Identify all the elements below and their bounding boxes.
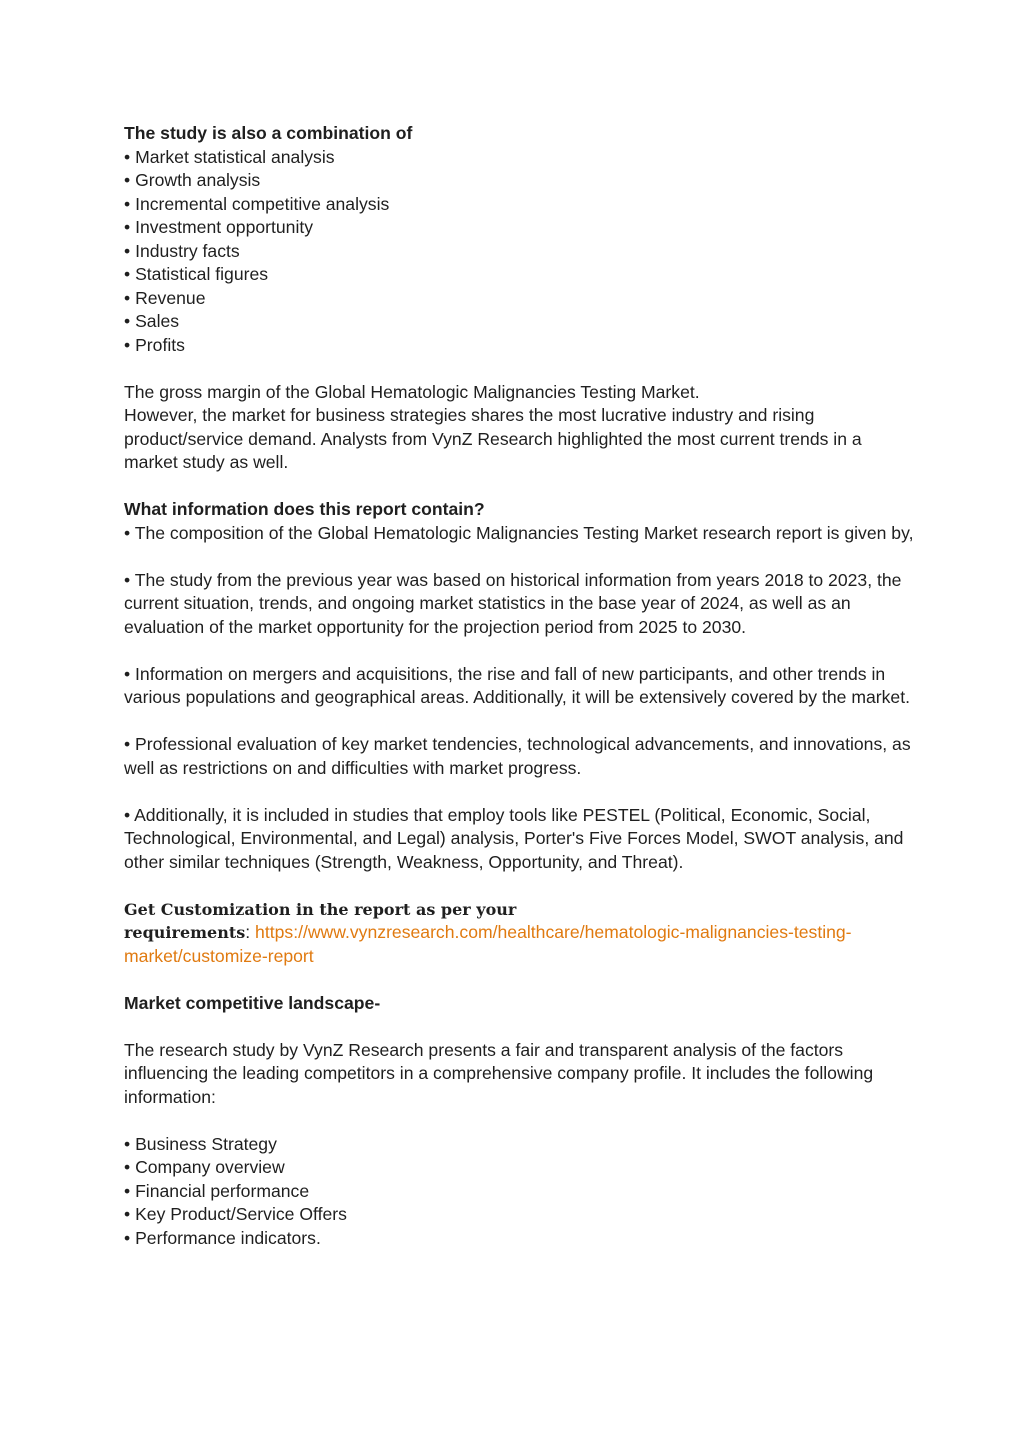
list-item: • Profits [124, 334, 914, 358]
gross-margin-paragraph: However, the market for business strategies shares the most lucrative industry and rising product/service demand. Analysts from VynZ Research highlighted the most current trends in a market study as well. [124, 405, 862, 472]
link-text: https://www.vynzresearch.com/healthcare/hematologic-malignancies-testing- [255, 922, 852, 942]
list-item: • Market statistical analysis [124, 146, 914, 170]
customization-block [124, 898, 914, 969]
list-item: • Business Strategy [124, 1133, 914, 1157]
report-contents-paragraph: • Professional evaluation of key market tendencies, technological advancements, and innovations, as well as restrictions on and difficulties with market progress. [124, 734, 911, 778]
report-contents-heading: What information does this report contain? [124, 499, 485, 519]
study-combination-heading: The study is also a combination of [124, 123, 413, 143]
link-text: market/customize-report [124, 945, 314, 966]
report-contents-paragraph: • The study from the previous year was based on historical information from years 2018 to 2023, the current situation, trends, and ongoing market statistics in the base year of 2024, as well as an evaluation of the market opportunity for the projection period from 2025 to 2030. [124, 569, 902, 637]
report-contents-paragraph: • Additionally, it is included in studies that employ tools like PESTEL (Political, Economic, Social, Technological, Environmental, and Legal) analysis, Porter's Five Forces Model, SWOT analysis, and other similar techniques (Strength, Weakness, Opportunity, and Threat). [124, 804, 904, 872]
report-contents-paragraph: • Information on mergers and acquisitions, the rise and fall of new participants, and other trends in various populations and geographical areas. Additionally, it will be extensively covered by the market. [124, 663, 910, 707]
list-item: • Industry facts [124, 240, 914, 264]
competitive-landscape-paragraph: The research study by VynZ Research presents a fair and transparent analysis of the factors influencing the leading competitors in a comprehensive company profile. It includes the following information: [124, 1039, 874, 1107]
report-contents-paragraph: • The composition of the Global Hematologic Malignancies Testing Market research report is given by, [124, 522, 914, 543]
list-item: • Performance indicators. [124, 1227, 914, 1251]
customization-label-end: requirements [124, 923, 246, 942]
customization-separator: : [245, 922, 256, 942]
list-item: • Sales [124, 310, 914, 334]
document-page [124, 122, 914, 1250]
customization-label: Get Customization in the report as per your [124, 899, 517, 919]
list-item: • Investment opportunity [124, 216, 914, 240]
competitive-landscape-heading: Market competitive landscape- [124, 992, 381, 1013]
list-item: • Key Product/Service Offers [124, 1203, 914, 1227]
study-combination-list [124, 146, 914, 358]
company-profile-list [124, 1133, 914, 1251]
gross-margin-line: The gross margin of the Global Hematologic Malignancies Testing Market. [124, 381, 700, 402]
list-item: • Statistical figures [124, 263, 914, 287]
list-item: • Financial performance [124, 1180, 914, 1204]
list-item: • Growth analysis [124, 169, 914, 193]
list-item: • Incremental competitive analysis [124, 193, 914, 217]
list-item: • Revenue [124, 287, 914, 311]
list-item: • Company overview [124, 1156, 914, 1180]
